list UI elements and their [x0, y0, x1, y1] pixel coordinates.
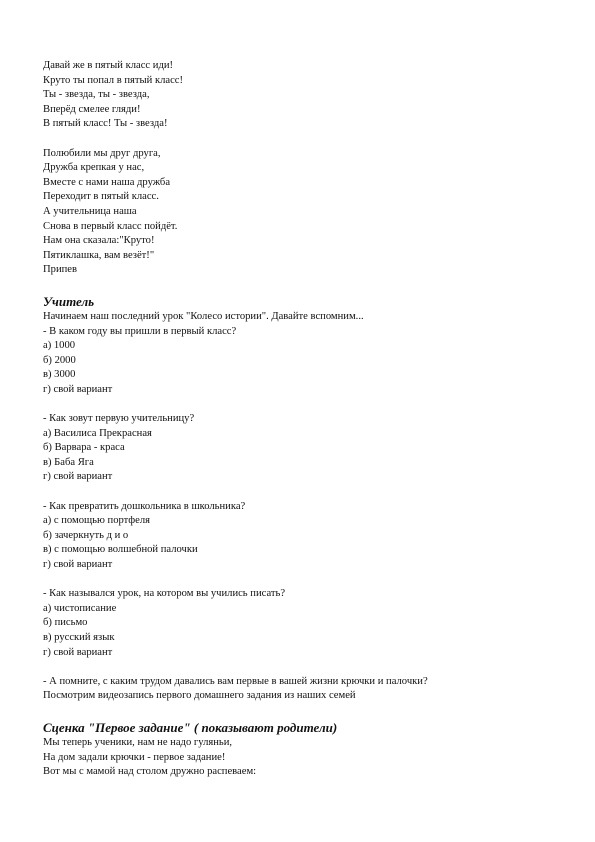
scene-heading: Сценка "Первое задание" ( показывают родители) [43, 719, 338, 735]
spacer [43, 704, 555, 714]
chorus-label: Припев [43, 264, 77, 276]
text-line: Круто ты попал в пятый класс! [43, 74, 184, 86]
text-line: Начинаем наш последний урок "Колесо истории". Давайте вспомним... [43, 310, 364, 322]
teacher-intro [43, 310, 555, 325]
text-line: На дом задали крючки - первое задание! [43, 751, 226, 763]
text-line: Ты - звезда, ты - звезда, [43, 89, 150, 101]
song-verse-1 [43, 59, 555, 132]
text-line: Снова в первый класс пойдёт. [43, 220, 178, 232]
text-line: Дружба крепкая у нас, [43, 162, 145, 174]
answer-option: г) свой вариант [43, 383, 113, 395]
text-line: Вместе с нами наша дружба [43, 176, 171, 188]
spacer [43, 278, 555, 288]
text-line: Вперёд смелее гляди! [43, 103, 141, 115]
answer-option: б) Варвара - краса [43, 442, 125, 454]
answer-option: б) 2000 [43, 354, 76, 366]
answer-option: в) с помощью волшебной палочки [43, 544, 198, 556]
text-line: Переходит в пятый класс. [43, 191, 159, 203]
scene-lines [43, 736, 555, 780]
text-line: А учительница наша [43, 205, 137, 217]
spacer [43, 573, 555, 588]
quiz-question-3 [43, 500, 555, 573]
answer-option: а) с помощью портфеля [43, 515, 151, 527]
answer-option: г) свой вариант [43, 646, 113, 658]
question-text: - Как превратить дошкольника в школьника? [43, 500, 246, 512]
text-line: Вот мы с мамой над столом дружно распеваем: [43, 766, 257, 778]
teacher-heading: Учитель [43, 293, 95, 309]
text-line: Давай же в пятый класс иди! [43, 60, 174, 71]
question-text: - Как зовут первую учительницу? [43, 413, 195, 425]
answer-option: а) 1000 [43, 340, 76, 352]
spacer [43, 132, 555, 147]
question-text: - В каком году вы пришли в первый класс? [43, 325, 237, 337]
answer-option: в) 3000 [43, 369, 76, 381]
quiz-question-1 [43, 325, 555, 398]
answer-option: в) Баба Яга [43, 456, 94, 468]
text-line: Посмотрим видеозапись первого домашнего задания из наших семей [43, 690, 356, 702]
spacer [43, 397, 555, 412]
answer-option: в) русский язык [43, 631, 115, 643]
spacer [43, 485, 555, 500]
teacher-closing [43, 675, 555, 704]
answer-option: б) зачеркнуть д и о [43, 529, 129, 541]
text-line: Пятиклашка, вам везёт!" [43, 249, 155, 261]
answer-option: г) свой вариант [43, 471, 113, 483]
question-text: - Как назывался урок, на котором вы учились писать? [43, 588, 286, 600]
text-line: Мы теперь ученики, нам не надо гуляньи, [43, 736, 233, 748]
spacer [43, 660, 555, 675]
answer-option: г) свой вариант [43, 559, 113, 570]
text-line: - А помните, с каким трудом давались вам первые в вашей жизни крючки и палочки? [43, 675, 428, 687]
answer-option: а) Василиса Прекрасная [43, 427, 152, 439]
text-line: В пятый класс! Ты - звезда! [43, 118, 168, 130]
answer-option: а) чистописание [43, 602, 117, 614]
text-line: Полюбили мы друг друга, [43, 147, 161, 159]
text-line: Нам она сказала:"Круто! [43, 235, 155, 247]
quiz-question-4 [43, 587, 555, 660]
quiz-question-2 [43, 412, 555, 485]
answer-option: б) письмо [43, 617, 88, 629]
song-verse-2 [43, 147, 555, 278]
